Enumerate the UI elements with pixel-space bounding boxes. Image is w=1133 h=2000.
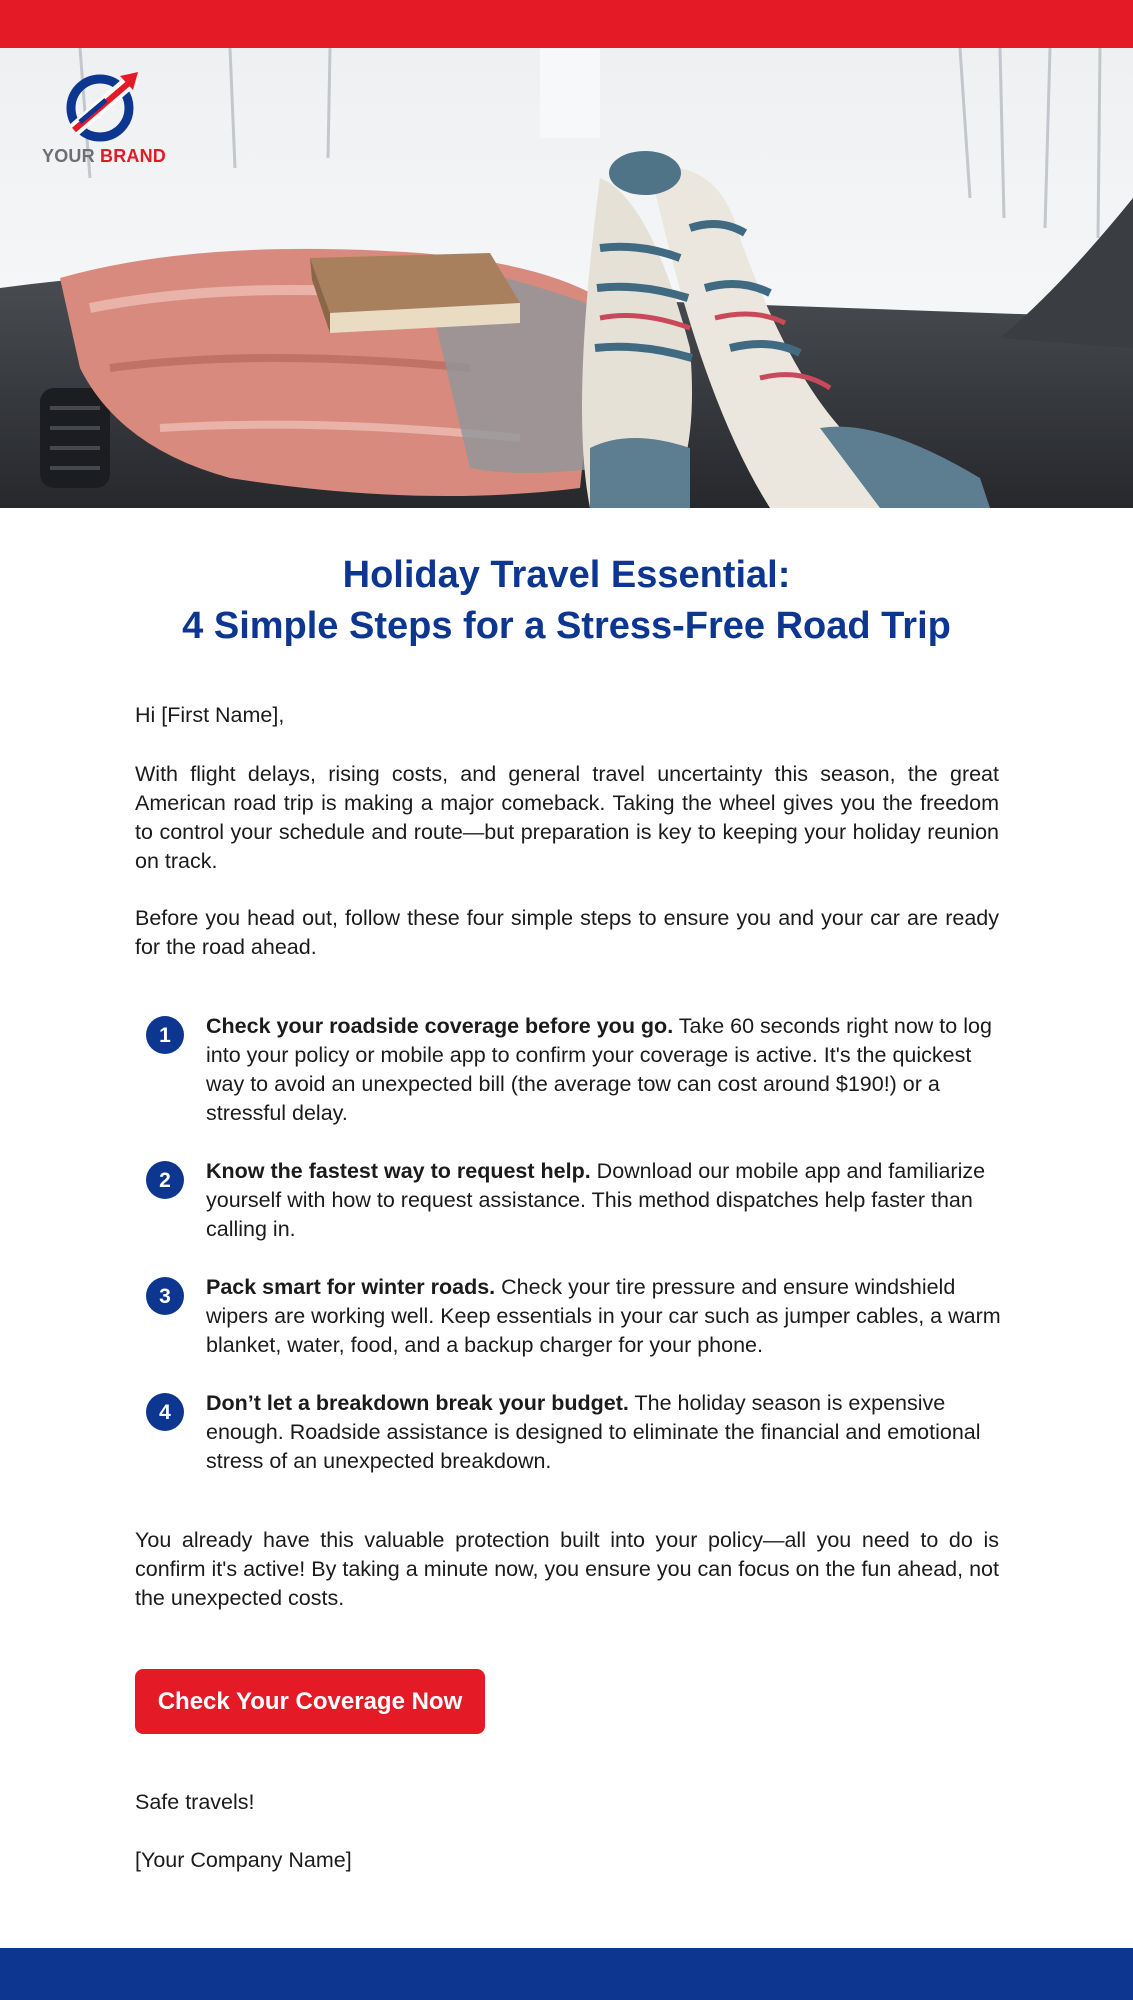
step-item-3 [145,1273,1005,1360]
greeting: Hi [First Name], [135,703,285,727]
signoff-line: Safe travels! [135,1790,255,1814]
intro-paragraph: With flight delays, rising costs, and general travel uncertainty this season, the great American road trip is making a major comeback. Taking the wheel gives you the freedom to control your schedule and route—but preparation is key to keeping your holiday reunion on track. [135,762,999,873]
title-line-2: 4 Simple Steps for a Stress-Free Road Trip [182,605,951,647]
step-number-badge: 4 [146,1393,184,1431]
step-item-2 [145,1157,1005,1244]
step-number-badge: 3 [146,1277,184,1315]
check-coverage-button[interactable]: Check Your Coverage Now [135,1669,485,1734]
step-number-badge: 1 [146,1016,184,1054]
step-text: Download our mobile app and familiarize yourself with how to request assistance. This method dispatches help faster than calling in. [206,1159,986,1241]
logo-word-brand: BRAND [100,146,166,166]
brand-logo [34,70,174,170]
top-accent-bar [0,0,1133,48]
step-title: Don’t let a breakdown break your budget. [206,1391,629,1415]
step-item-4 [145,1389,1005,1476]
step-title: Know the fastest way to request help. [206,1159,591,1183]
step-text: The holiday season is expensive enough. Roadside assistance is designed to eliminate the financial and emotional stress of an unexpected breakdown. [206,1391,981,1473]
step-title: Check your roadside coverage before you go. [206,1014,674,1038]
title-line-1: Holiday Travel Essential: [342,554,791,596]
page-title [100,550,1033,652]
brand-logo-icon [34,70,174,146]
bottom-accent-bar [0,1948,1133,2000]
closing-paragraph: You already have this valuable protection built into your policy—all you need to do is confirm it's active! By taking a minute now, you ensure you can focus on the fun ahead, not the unexpected costs. [135,1528,999,1610]
company-name: [Your Company Name] [135,1848,352,1872]
step-text: Take 60 seconds right now to log into your policy or mobile app to confirm your coverage is active. It's the quickest way to avoid an unexpected bill (the average tow can cost around $190!) or a stressful delay. [206,1014,992,1125]
lead-in-paragraph: Before you head out, follow these four simple steps to ensure you and your car are ready for the road ahead. [135,906,999,959]
step-number-badge: 2 [146,1161,184,1199]
step-text: Check your tire pressure and ensure windshield wipers are working well. Keep essentials in your car such as jumper cables, a warm blanket, water, food, and a backup charger for your phone. [206,1275,1001,1357]
logo-word-your: YOUR [41,146,95,166]
step-title: Pack smart for winter roads. [206,1275,496,1299]
steps-list [145,1012,1005,1476]
step-item-1 [145,1012,1005,1128]
brand-logo-text [34,146,174,167]
